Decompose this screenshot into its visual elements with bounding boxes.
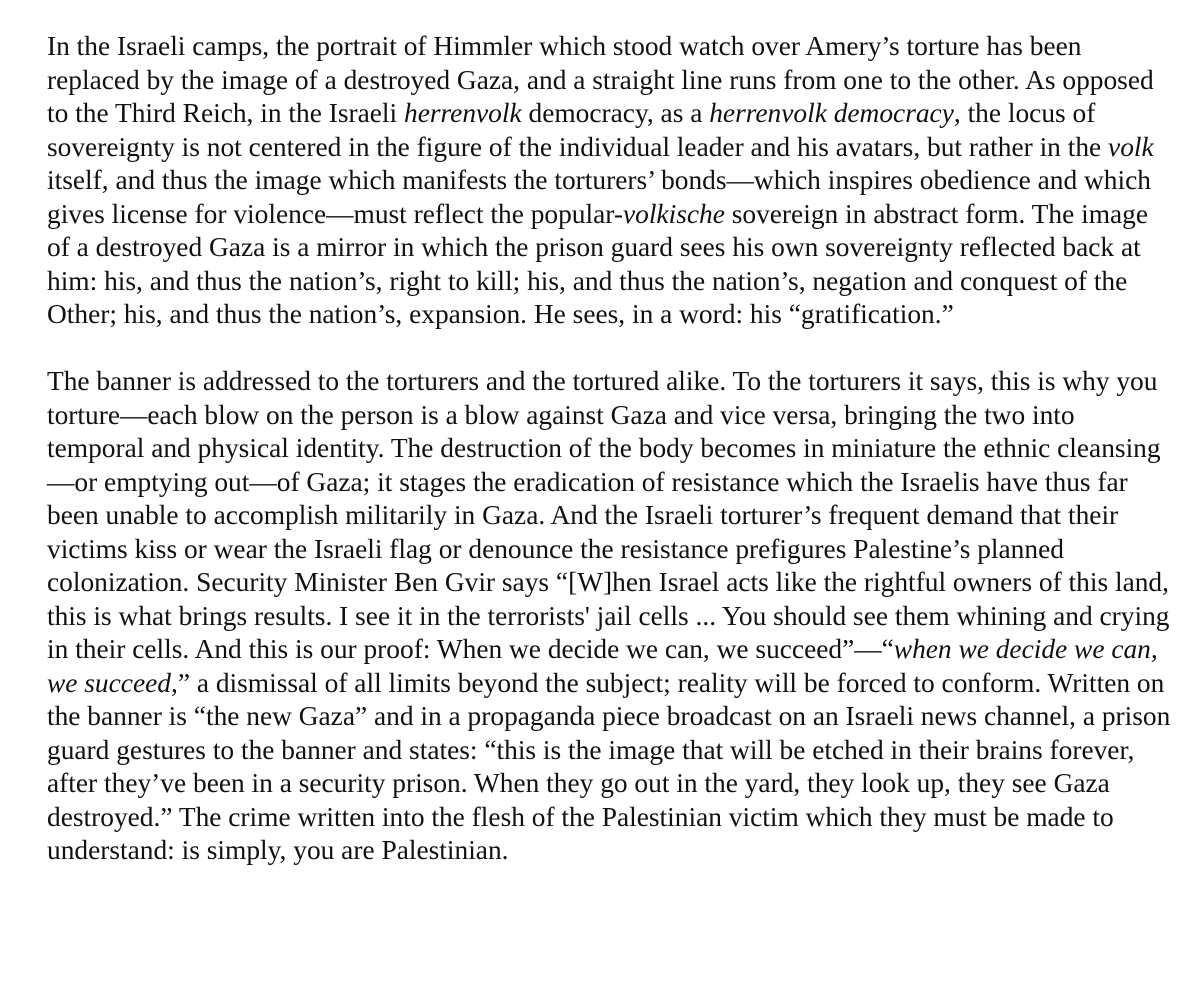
paragraph-himmler-portrait [47,30,1172,332]
text-segment: democracy, as a [521,98,710,128]
italic-term-volkische: volkische [622,198,725,229]
italic-term-herrenvolk-democracy: herrenvolk democracy [709,98,954,128]
text-segment: ,” a dismissal of all limits beyond the subject; reality will be forced to conform. Written on the banner is “the new Gaza” and in a propaganda piece broadcast on an Israeli news channel, a prison guard gestures to the banner and states: “this is the image that will be etched in their brains forever, after they’ve been in a security prison. When they go out in the yard, they look up, they see Gaza destroyed.” The crime written into the flesh of the Palestinian victim which they must be made to understand: is simply, you are Palestinian. [47,667,1178,865]
text-segment: sovereign in abstract form. The image of a destroyed Gaza is a mirror in which the prison guard sees his own sovereignty reflected back at him: his, and thus the nation’s, right to kill; his, and thus the nation’s, negation and conquest of the Other; his, and thus the nation’s, expansion. He sees, in a word: his “gratification.” [47,198,1155,329]
text-segment: , the locus of sovereignty is not centered in the figure of the individual leader and his avatars, but rather in the [47,98,1109,162]
document-body [47,30,1178,868]
text-segment: In the Israeli camps, the portrait of Himmler which stood watch over Amery’s torture has been replaced by the image of a destroyed Gaza, and a straight line runs from one to the other. As opposed to the Third Reich, in the Israeli [47,31,1161,128]
text-segment: The banner is addressed to the torturers and the tortured alike. To the torturers it says, this is why you torture—each blow on the person is a blow against Gaza and vice versa, bringing the two into temporal and physical identity. The destruction of the body becomes in miniature the ethnic cleansing—or emptying out—of Gaza; it stages the eradication of resistance which the Israelis have thus far been unable to accomplish militarily in Gaza. And the Israeli torturer’s frequent demand that their victims kiss or wear the Israeli flag or denounce the resistance prefigures Palestine’s planned colonization. Security Minister Ben Gvir says “[W]hen Israel acts like the rightful owners of this land, this is what brings results. I see it in the terrorists' jail cells ... You should see them whining and crying in their cells. And this is our proof: When we decide we can, we succeed”—“ [47,366,1177,664]
italic-term-herrenvolk: herrenvolk [404,98,522,128]
text-segment: itself, and thus the image which manifests the torturers’ bonds—which inspires obedience and which gives license for violence—must reflect the popular- [47,131,1161,229]
italic-quote: when we decide we can, we succeed [47,634,1165,698]
paragraph-banner [47,365,1178,868]
italic-term-volk: volk [1108,131,1154,162]
